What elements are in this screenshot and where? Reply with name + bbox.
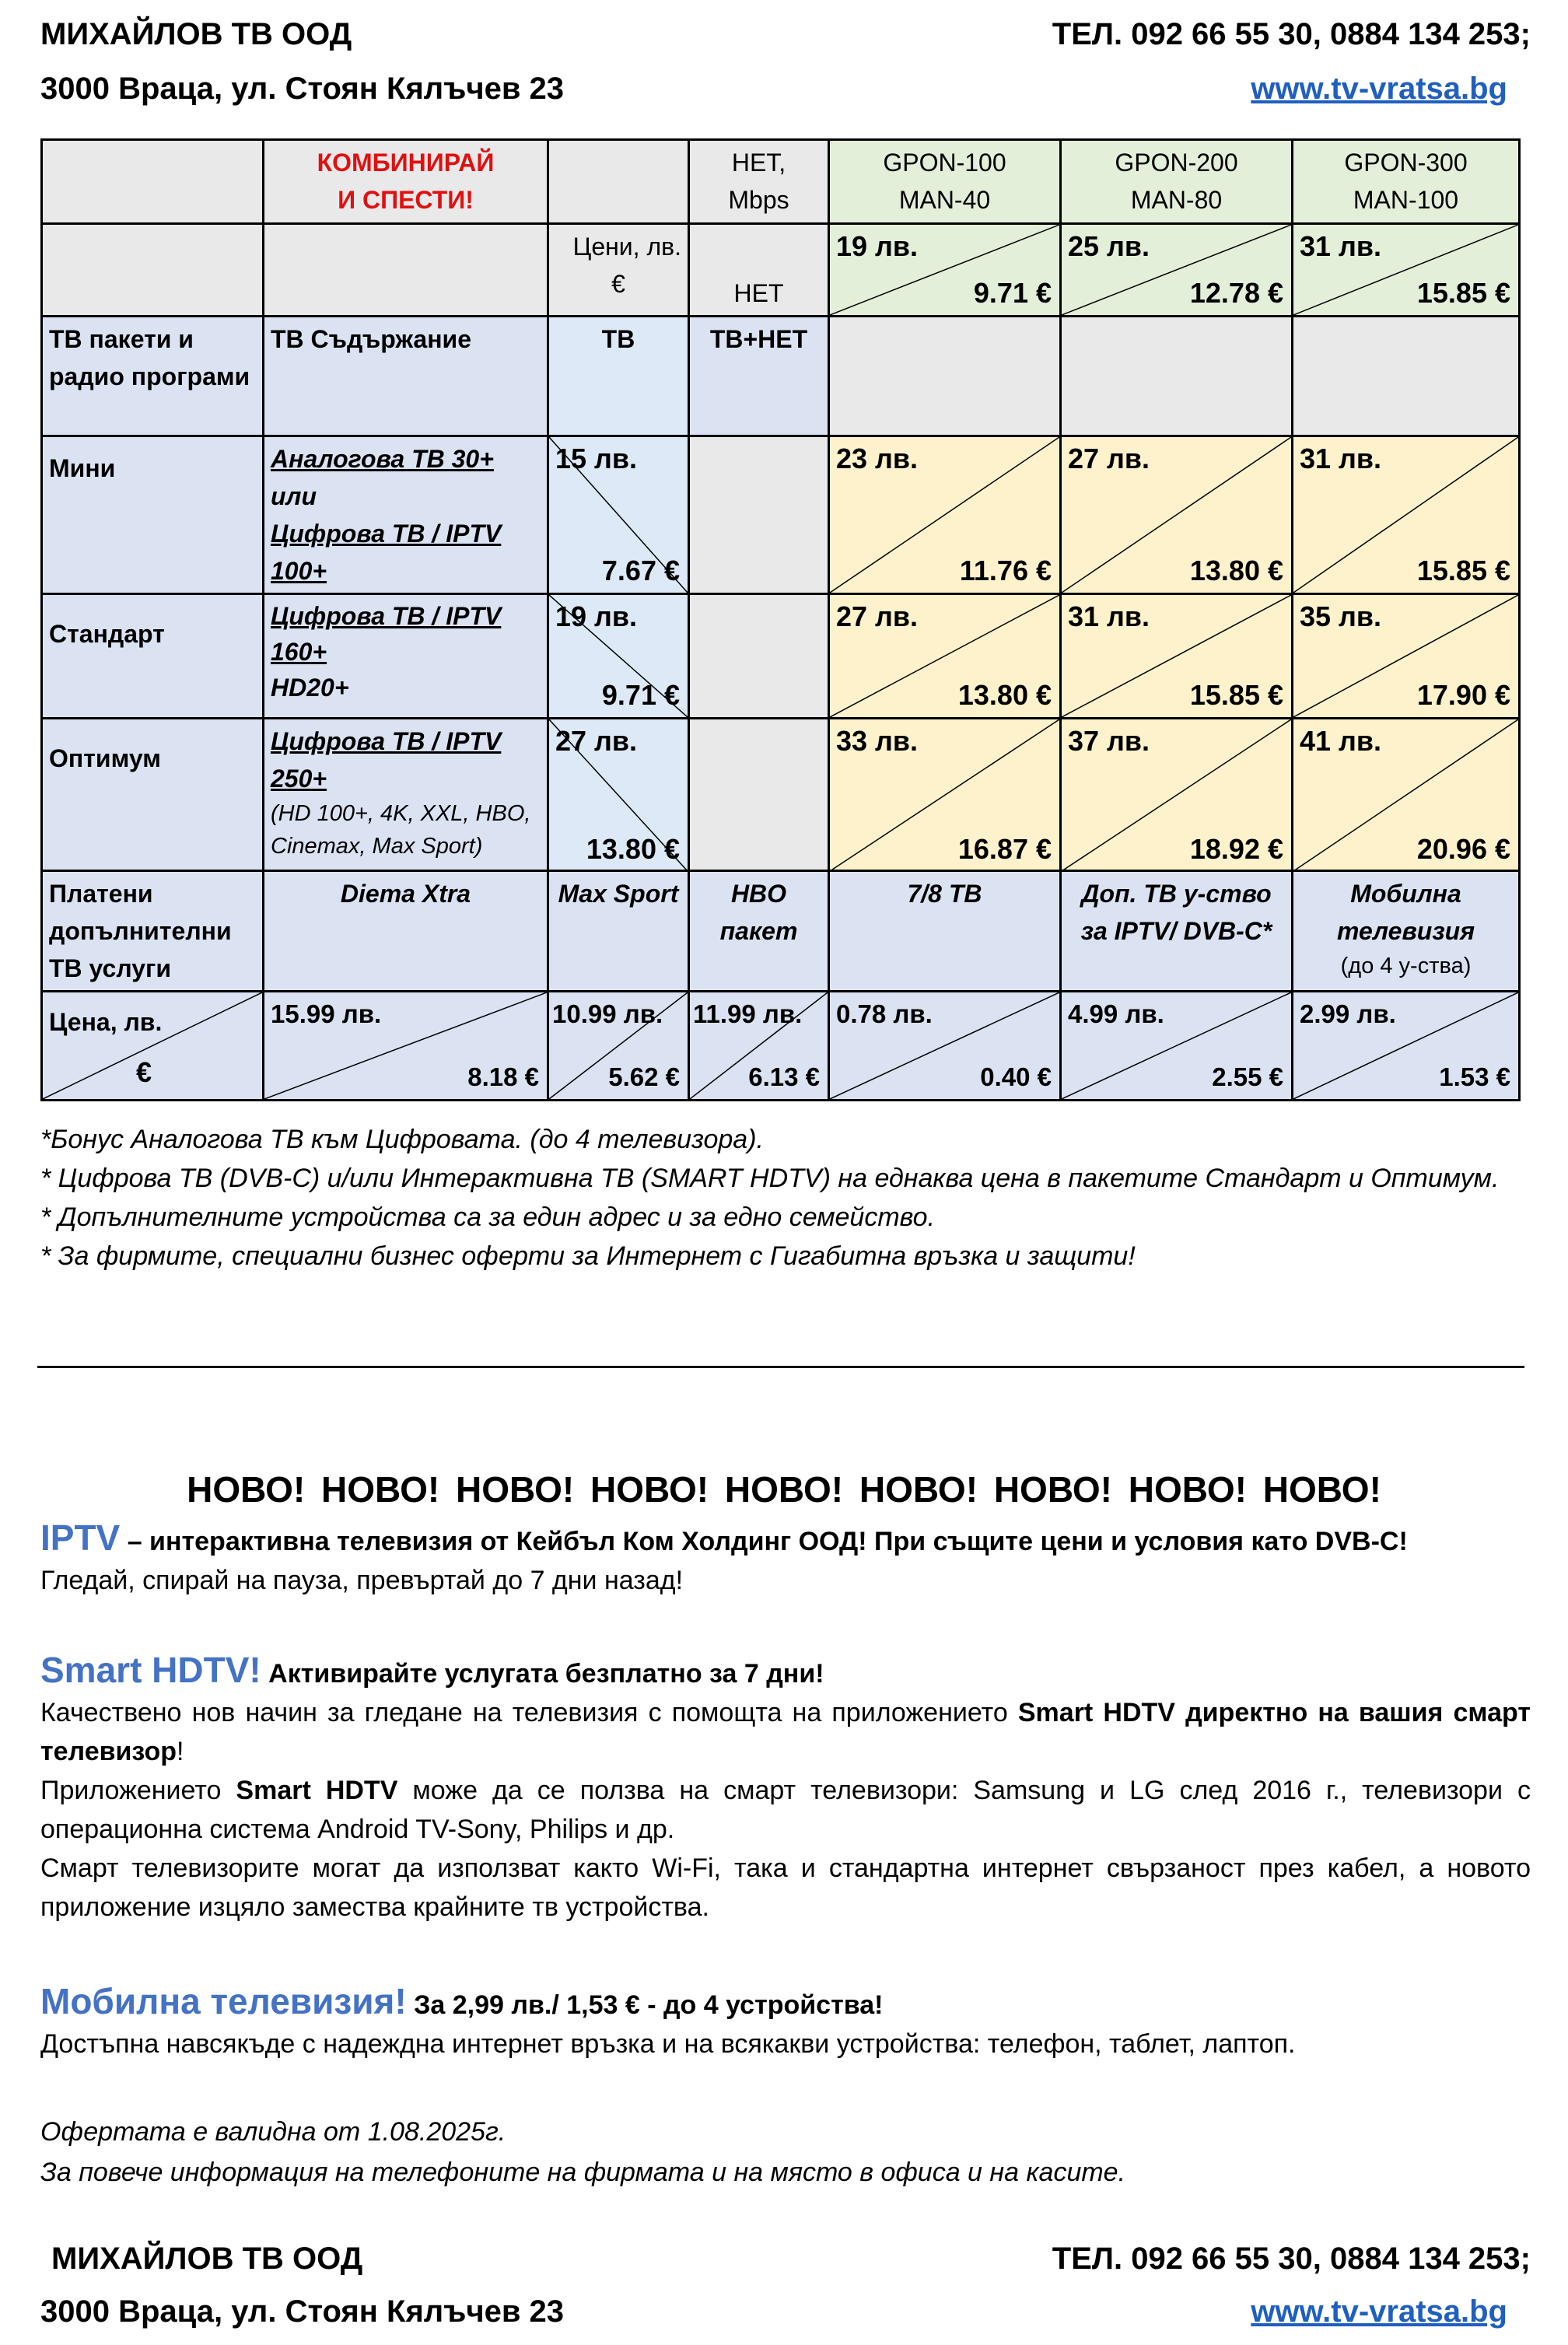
footnote: *Бонус Аналогова ТВ към Цифровата. (до 4 телевизора). [40,1125,764,1154]
package-name: Оптимум [42,719,264,873]
extra-header-78tv: 7/8 ТВ [829,871,1061,992]
iptv-headline: – интерактивна телевизия от Кейбъл Ком Холдинг ООД! При същите цени и условия като DVB-C! [120,1527,1408,1556]
combo-price-gpon-200: 31 лв. 15.85 € [1061,594,1293,719]
extra-price-mobile-tv: 2.99 лв. 1.53 € [1293,992,1520,1101]
combo-price-gpon-100: 23 лв. 11.76 € [829,436,1061,594]
extra-price-78tv: 0.78 лв. 0.40 € [829,992,1061,1101]
footnote: * Цифрова ТВ (DVB-C) и/или Интерактивна ТВ (SMART HDTV) на еднаква цена в пакетите Стандарт и Оптимум. [40,1164,1500,1193]
extra-header-additional-device: Доп. ТВ у-ство за IPTV/ DVB-C* [1061,871,1293,992]
extra-header-diema: Diema Xtra [264,871,548,992]
extra-header-mobile-tv: Мобилна телевизия (до 4 у-ства) [1293,871,1520,992]
iptv-title: IPTV [40,1517,121,1558]
footer-address: 3000 Враца, ул. Стоян Кялъчев 23 [40,2294,565,2329]
combo-price-gpon-200: 27 лв. 13.80 € [1061,436,1293,594]
extra-price-additional-device: 4.99 лв. 2.55 € [1061,992,1293,1101]
main-price-table [40,138,1521,873]
footnotes [40,1120,1531,1276]
tv-price: 15 лв. 7.67 € [548,436,689,594]
package-name: Стандарт [42,594,264,719]
net-price-gpon-300: 31 лв. 15.85 € [1293,224,1520,317]
combo-price-gpon-300: 31 лв. 15.85 € [1293,436,1520,594]
mobile-tv-text: Достъпна навсякъде с надеждна интернет връзка и на всякакви устройства: телефон, таблет, лаптоп. [40,2029,1296,2059]
footnote: * Допълнителните устройства са за един адрес и за едно семейство. [40,1202,936,1232]
combo-price-gpon-200: 37 лв. 18.92 € [1061,719,1293,873]
plan-header-gpon-100: GPON-100 MAN-40 [829,140,1061,224]
smart-hdtv-headline: Активирайте услугата безплатно за 7 дни! [261,1659,824,1689]
extras-price-label: Цена, лв. € [42,992,264,1101]
tv-header: ТВ [548,317,689,436]
smart-hdtv-section [40,1650,1531,1927]
combo-price-gpon-300: 35 лв. 17.90 € [1293,594,1520,719]
footer-phone-numbers: ТЕЛ. 092 66 55 30, 0884 134 253; [1052,2242,1531,2276]
footer-line-1 [51,2238,1531,2279]
combo-price-gpon-100: 33 лв. 16.87 € [829,719,1061,873]
footer-line-2 [40,2291,1531,2332]
package-row-mini [42,436,1520,594]
smart-hdtv-paragraph-2: Приложението Smart HDTV може да се ползва на смарт телевизори: Samsung и LG след 2016 г., телевизори с операционна система Android TV-Sony, Philips и др. [40,1776,1531,1844]
website-link[interactable]: www.tv-vratsa.bg [1251,72,1507,106]
net-mbps-header: НЕТ, Mbps [689,140,829,224]
company-name: МИХАЙЛОВ ТВ ООД [40,17,352,51]
package-content: Цифрова ТВ / IPTV 250+ (HD 100+, 4K, XXL, HBO, Cinemax, Max Sport) [264,719,548,873]
footer-company-name: МИХАЙЛОВ ТВ ООД [51,2242,363,2276]
tv-net-header: ТВ+НЕТ [689,317,829,436]
iptv-section [40,1518,1531,1600]
smart-hdtv-title: Smart HDTV! [40,1650,261,1690]
extra-price-max-sport: 10.99 лв. 5.62 € [548,992,689,1101]
header-line-2 [40,68,1531,109]
smart-hdtv-paragraph-3: Смарт телевизорите могат да използват както Wi-Fi, така и стандартна интернет свързаност през кабел, а новото приложение изцяло замества крайните тв устройства. [40,1853,1531,1922]
smart-hdtv-paragraph-1: Качествено нов начин за гледане на телевизия с помощта на приложението Smart HDTV директно на вашия смарт телевизор! [40,1698,1531,1766]
package-name: Мини [42,436,264,594]
net-price-gpon-100: 19 лв. 9.71 € [829,224,1061,317]
package-content: Аналогова ТВ 30+ или Цифрова ТВ / IPTV 100+ [264,436,548,594]
tv-price: 19 лв. 9.71 € [548,594,689,719]
tv-price: 27 лв. 13.80 € [548,719,689,873]
company-address: 3000 Враца, ул. Стоян Кялъчев 23 [40,72,565,106]
mobile-tv-section [40,1982,1531,2063]
net-only-label: НЕТ [689,224,829,317]
plan-header-gpon-200: GPON-200 MAN-80 [1061,140,1293,224]
iptv-text: Гледай, спирай на пауза, превъртай до 7 дни назад! [40,1566,684,1595]
footer-website-link[interactable]: www.tv-vratsa.bg [1251,2294,1507,2329]
combo-price-gpon-300: 41 лв. 20.96 € [1293,719,1520,873]
offer-validity: Офертата е валидна от 1.08.2025г. За повече информация на телефоните на фирмата и на място в офиса и на касите. [40,2117,1126,2187]
tv-content-header: ТВ Съдържание [264,317,548,436]
corner-cell [42,140,264,224]
extras-table [40,870,1521,1101]
mobile-tv-title: Мобилна телевизия! [40,1981,407,2021]
combine-and-save-banner: КОМБИНИРАЙ И СПЕСТИ! [264,140,548,224]
footnote: * За фирмите, специални бизнес оферти за Интернет с Гигабитна връзка и защити! [40,1241,1136,1271]
header-line-1 [40,14,1531,54]
net-price-gpon-200: 25 лв. 12.78 € [1061,224,1293,317]
tv-packages-header: ТВ пакети и радио програми [42,317,264,436]
phone-numbers: ТЕЛ. 092 66 55 30, 0884 134 253; [1052,17,1531,51]
extra-header-hbo: HBO пакет [689,871,829,992]
extra-header-max-sport: Max Sport [548,871,689,992]
extras-label: Платени допълнителни ТВ услуги [42,871,264,992]
prices-currency-label: Цени, лв. € [548,224,689,317]
extra-price-diema: 15.99 лв. 8.18 € [264,992,548,1101]
extra-price-hbo: 11.99 лв. 6.13 € [689,992,829,1101]
plan-header-gpon-300: GPON-300 MAN-100 [1293,140,1520,224]
divider [37,1366,1524,1368]
package-row-standard [42,594,1520,719]
package-row-optimum [42,719,1520,873]
combo-price-gpon-100: 27 лв. 13.80 € [829,594,1061,719]
new-banner: НОВО! НОВО! НОВО! НОВО! НОВО! НОВО! НОВО! НОВО! НОВО! [187,1469,1381,1510]
package-content: Цифрова ТВ / IPTV 160+ HD20+ [264,594,548,719]
mobile-tv-headline: За 2,99 лв./ 1,53 € - до 4 устройства! [406,1990,884,2020]
